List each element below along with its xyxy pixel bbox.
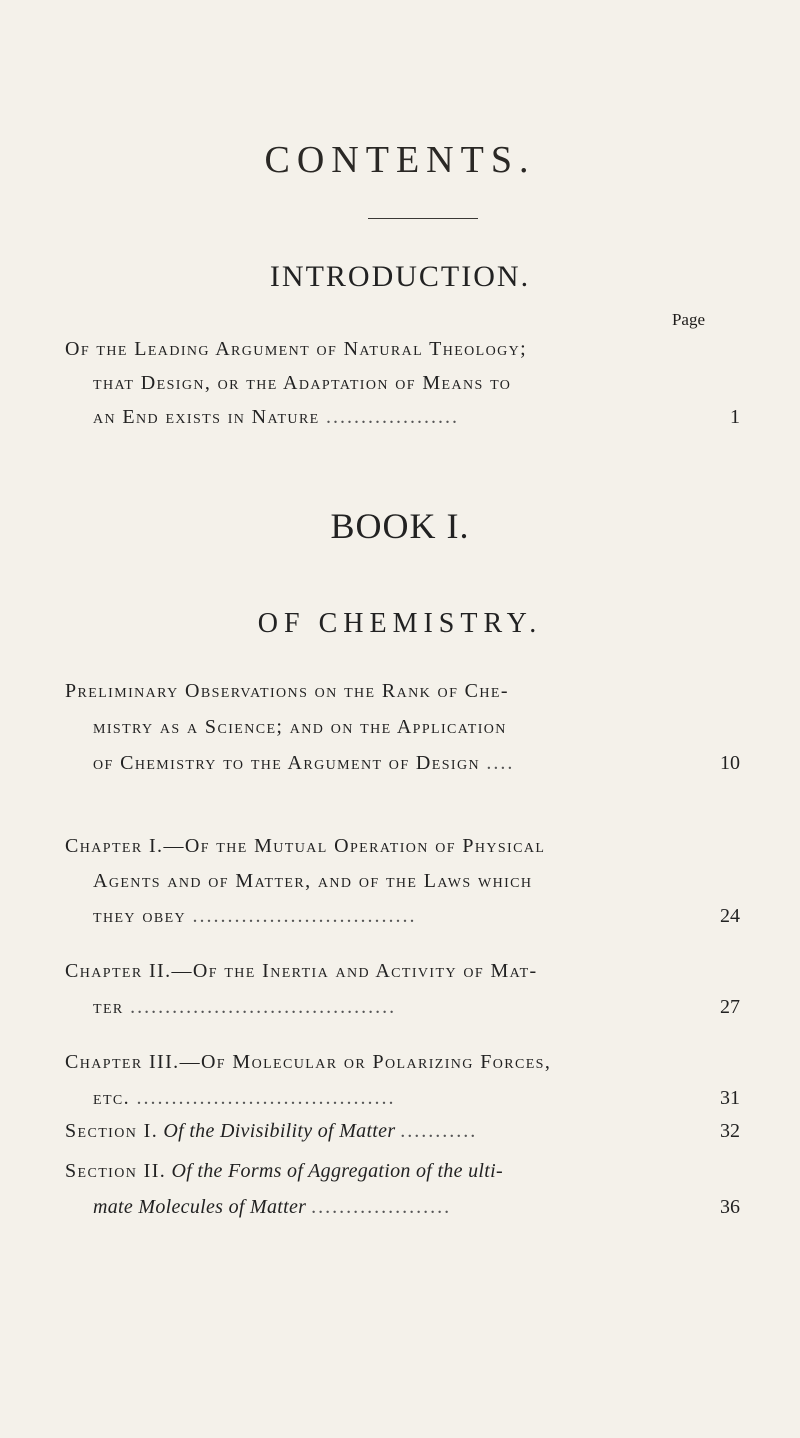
entry-2-line-2: ter ......................................: [93, 996, 397, 1018]
leader-dots: .....................................: [136, 1087, 396, 1109]
section-label: Section II.: [65, 1160, 167, 1182]
entry-1-line-2: Agents and of Matter, and of the Laws which: [93, 870, 533, 892]
entry-5-line-1: Section II. Of the Forms of Aggregation of the ulti-: [65, 1160, 503, 1182]
entry-5-page-number: 36: [720, 1196, 740, 1218]
entry-2-line-1: Chapter II.—Of the Inertia and Activity of Mat-: [65, 960, 538, 982]
introduction-heading: INTRODUCTION.: [269, 260, 531, 293]
entry-3-line-1: Chapter III.—Of Molecular or Polarizing Forces,: [65, 1051, 552, 1073]
entry-4-line-1: Section I. Of the Divisibility of Matter ...........: [65, 1120, 478, 1142]
leader-dots: ....: [486, 752, 515, 774]
book-heading: BOOK I.: [330, 506, 470, 546]
intro-line-2: that Design, or the Adaptation of Means to: [93, 372, 512, 394]
entry-5-line-2: mate Molecules of Matter ....................: [93, 1196, 452, 1218]
entry-1-line-3: they obey ................................: [93, 905, 417, 927]
entry-0-line-1: Preliminary Observations on the Rank of Che-: [65, 680, 509, 702]
leader-dots: ...................: [326, 406, 460, 428]
leader-dots: ....................: [311, 1196, 452, 1218]
leader-dots: ................................: [192, 905, 417, 927]
entry-0-line-2: mistry as a Science; and on the Application: [93, 716, 507, 738]
entry-1-page-number: 24: [720, 905, 740, 927]
leader-dots: ...........: [400, 1120, 478, 1142]
page-column-header: Page: [671, 310, 705, 329]
section-label: Section I.: [65, 1120, 159, 1142]
entry-0-line-3: of Chemistry to the Argument of Design ....: [93, 752, 515, 774]
intro-line-1: Of the Leading Argument of Natural Theology;: [65, 338, 528, 360]
page-title: CONTENTS.: [264, 139, 536, 181]
intro-page-number: 1: [730, 406, 740, 428]
entry-0-page-number: 10: [720, 752, 740, 774]
entry-1-line-1: Chapter I.—Of the Mutual Operation of Physical: [65, 835, 546, 857]
entry-2-page-number: 27: [720, 996, 740, 1018]
book-subheading: OF CHEMISTRY.: [257, 608, 543, 639]
leader-dots: ......................................: [130, 996, 397, 1018]
entry-3-line-2: etc. .....................................: [93, 1087, 396, 1109]
title-rule: [368, 218, 478, 219]
intro-line-3: an End exists in Nature ...................: [93, 406, 460, 428]
entry-4-page-number: 32: [720, 1120, 740, 1142]
entry-3-page-number: 31: [720, 1087, 740, 1109]
